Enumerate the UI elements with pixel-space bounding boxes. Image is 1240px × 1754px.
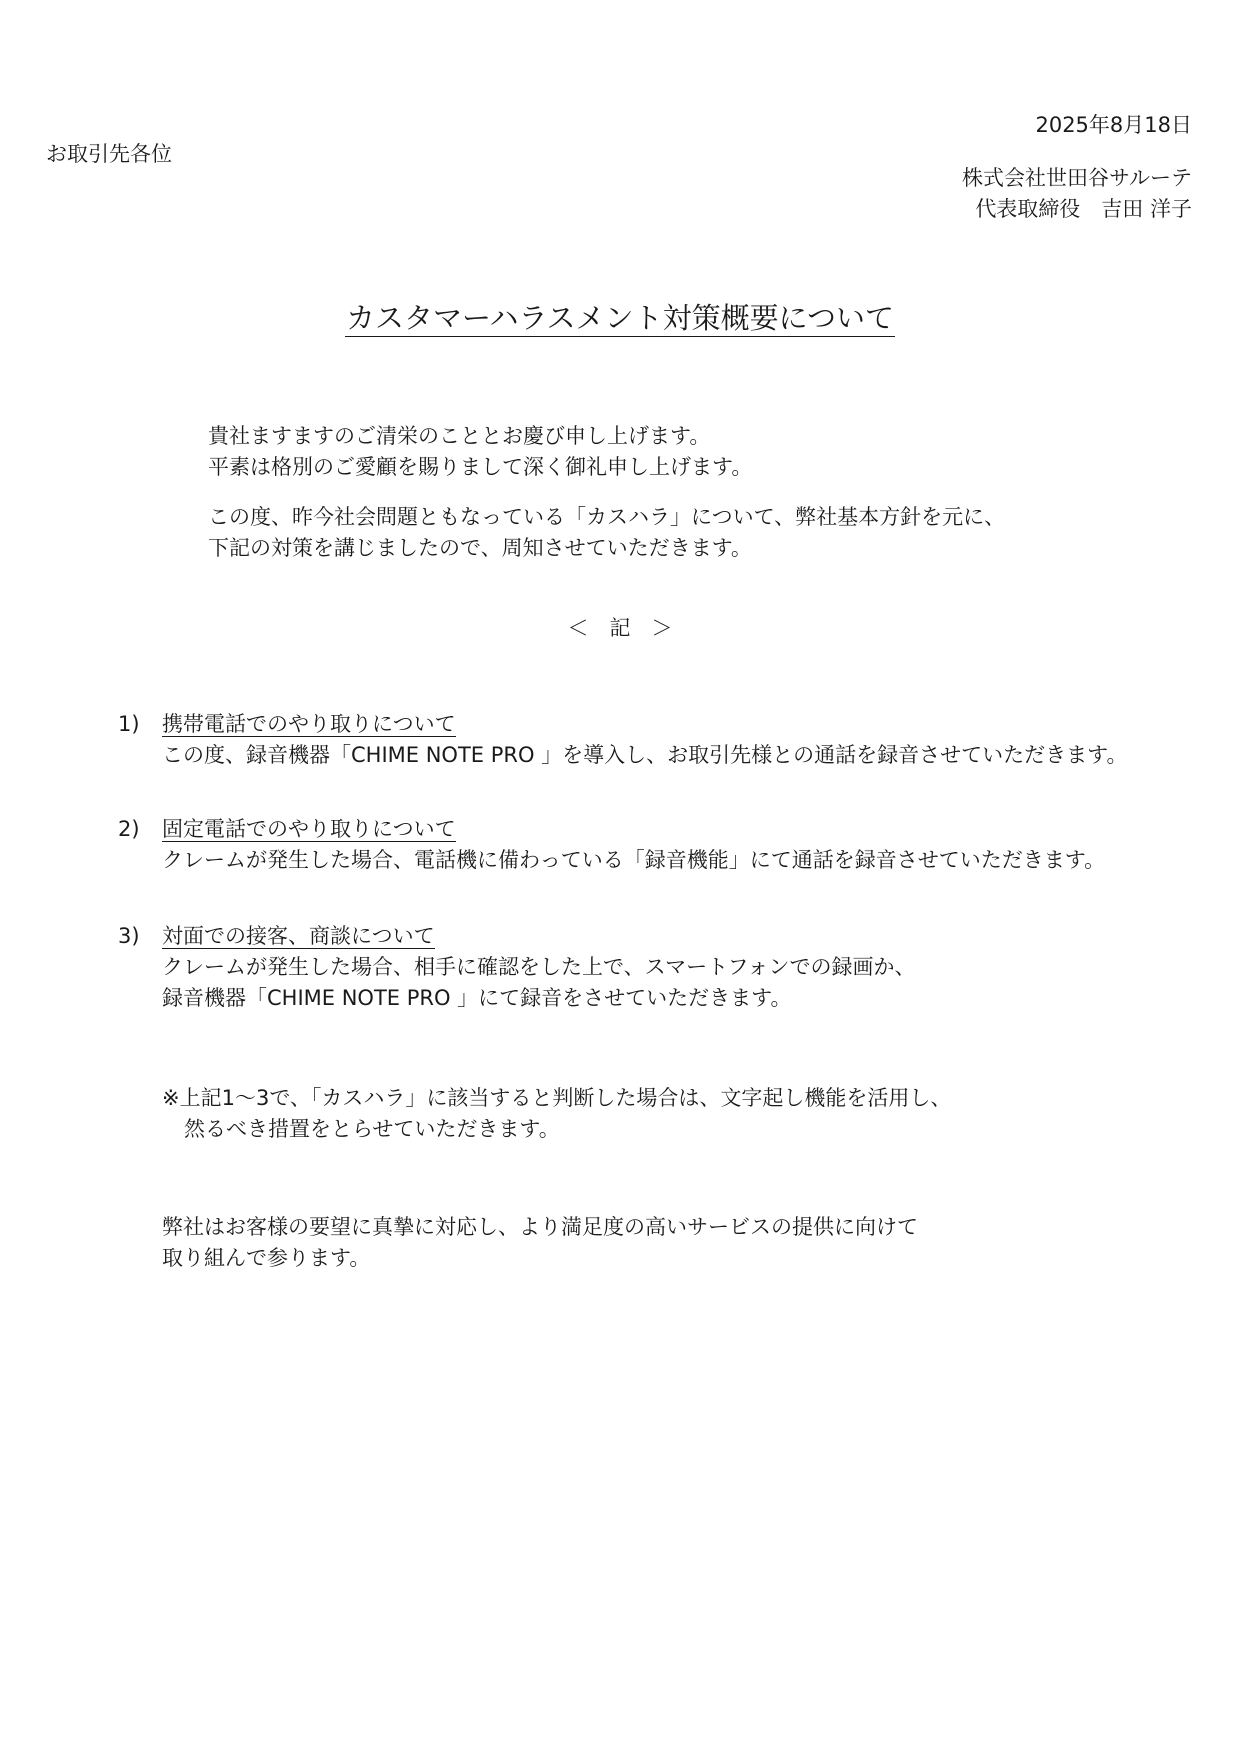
document-title: カスタマーハラスメント対策概要について: [345, 301, 895, 335]
document-date: 2025年8月18日: [1035, 113, 1192, 137]
intro-line: 下記の対策を講じましたので、周知させていただきます。: [208, 536, 752, 560]
note-line: ※上記1～3で、「カスハラ」に該当すると判断した場合は、文字起し機能を活用し、: [162, 1086, 952, 1110]
item-number: 3): [118, 924, 140, 948]
item-body-line: この度、録音機器「CHIME NOTE PRO 」を導入し、お取引先様との通話を録音させていただきます。: [162, 743, 1128, 767]
item-heading: 携帯電話でのやり取りについて: [162, 712, 456, 736]
item-body: [162, 740, 1128, 771]
item-body-line: クレームが発生した場合、相手に確認をした上で、スマートフォンでの録画か、: [162, 955, 916, 979]
greeting-paragraph: [208, 421, 752, 483]
item-number: 2): [118, 817, 140, 841]
recipient: お取引先各位: [46, 142, 172, 166]
note-line: 然るべき措置をとらせていただきます。: [184, 1117, 560, 1141]
closing-paragraph: [162, 1212, 918, 1274]
document-title-wrapper: [0, 298, 1240, 338]
sender-company: 株式会社世田谷サルーテ: [962, 166, 1192, 190]
closing-line: 弊社はお客様の要望に真摯に対応し、より満足度の高いサービスの提供に向けて: [162, 1215, 918, 1239]
item-body: [162, 845, 1105, 876]
item-body-line: クレームが発生した場合、電話機に備わっている「録音機能」にて通話を録音させていただきます。: [162, 848, 1106, 872]
intro-paragraph: [208, 502, 1005, 564]
item-number: 1): [118, 712, 140, 736]
item-body-line: 録音機器「CHIME NOTE PRO 」にて録音をさせていただきます。: [162, 986, 792, 1010]
intro-line: この度、昨今社会問題ともなっている「カスハラ」について、弊社基本方針を元に、: [208, 505, 1006, 529]
greeting-line: 貴社ますますのご清栄のこととお慶び申し上げます。: [208, 424, 711, 448]
sender-block: [962, 163, 1192, 225]
ki-marker: ＜ 記 ＞: [567, 616, 673, 640]
item-body: [162, 952, 915, 1014]
closing-line: 取り組んで参ります。: [162, 1246, 371, 1270]
greeting-line: 平素は格別のご愛顧を賜りまして深く御礼申し上げます。: [208, 455, 753, 479]
item-heading: 固定電話でのやり取りについて: [162, 817, 456, 841]
item-heading: 対面での接客、商談について: [162, 924, 435, 948]
sender-representative: 代表取締役 吉田 洋子: [975, 197, 1192, 221]
note-paragraph: [162, 1083, 951, 1145]
